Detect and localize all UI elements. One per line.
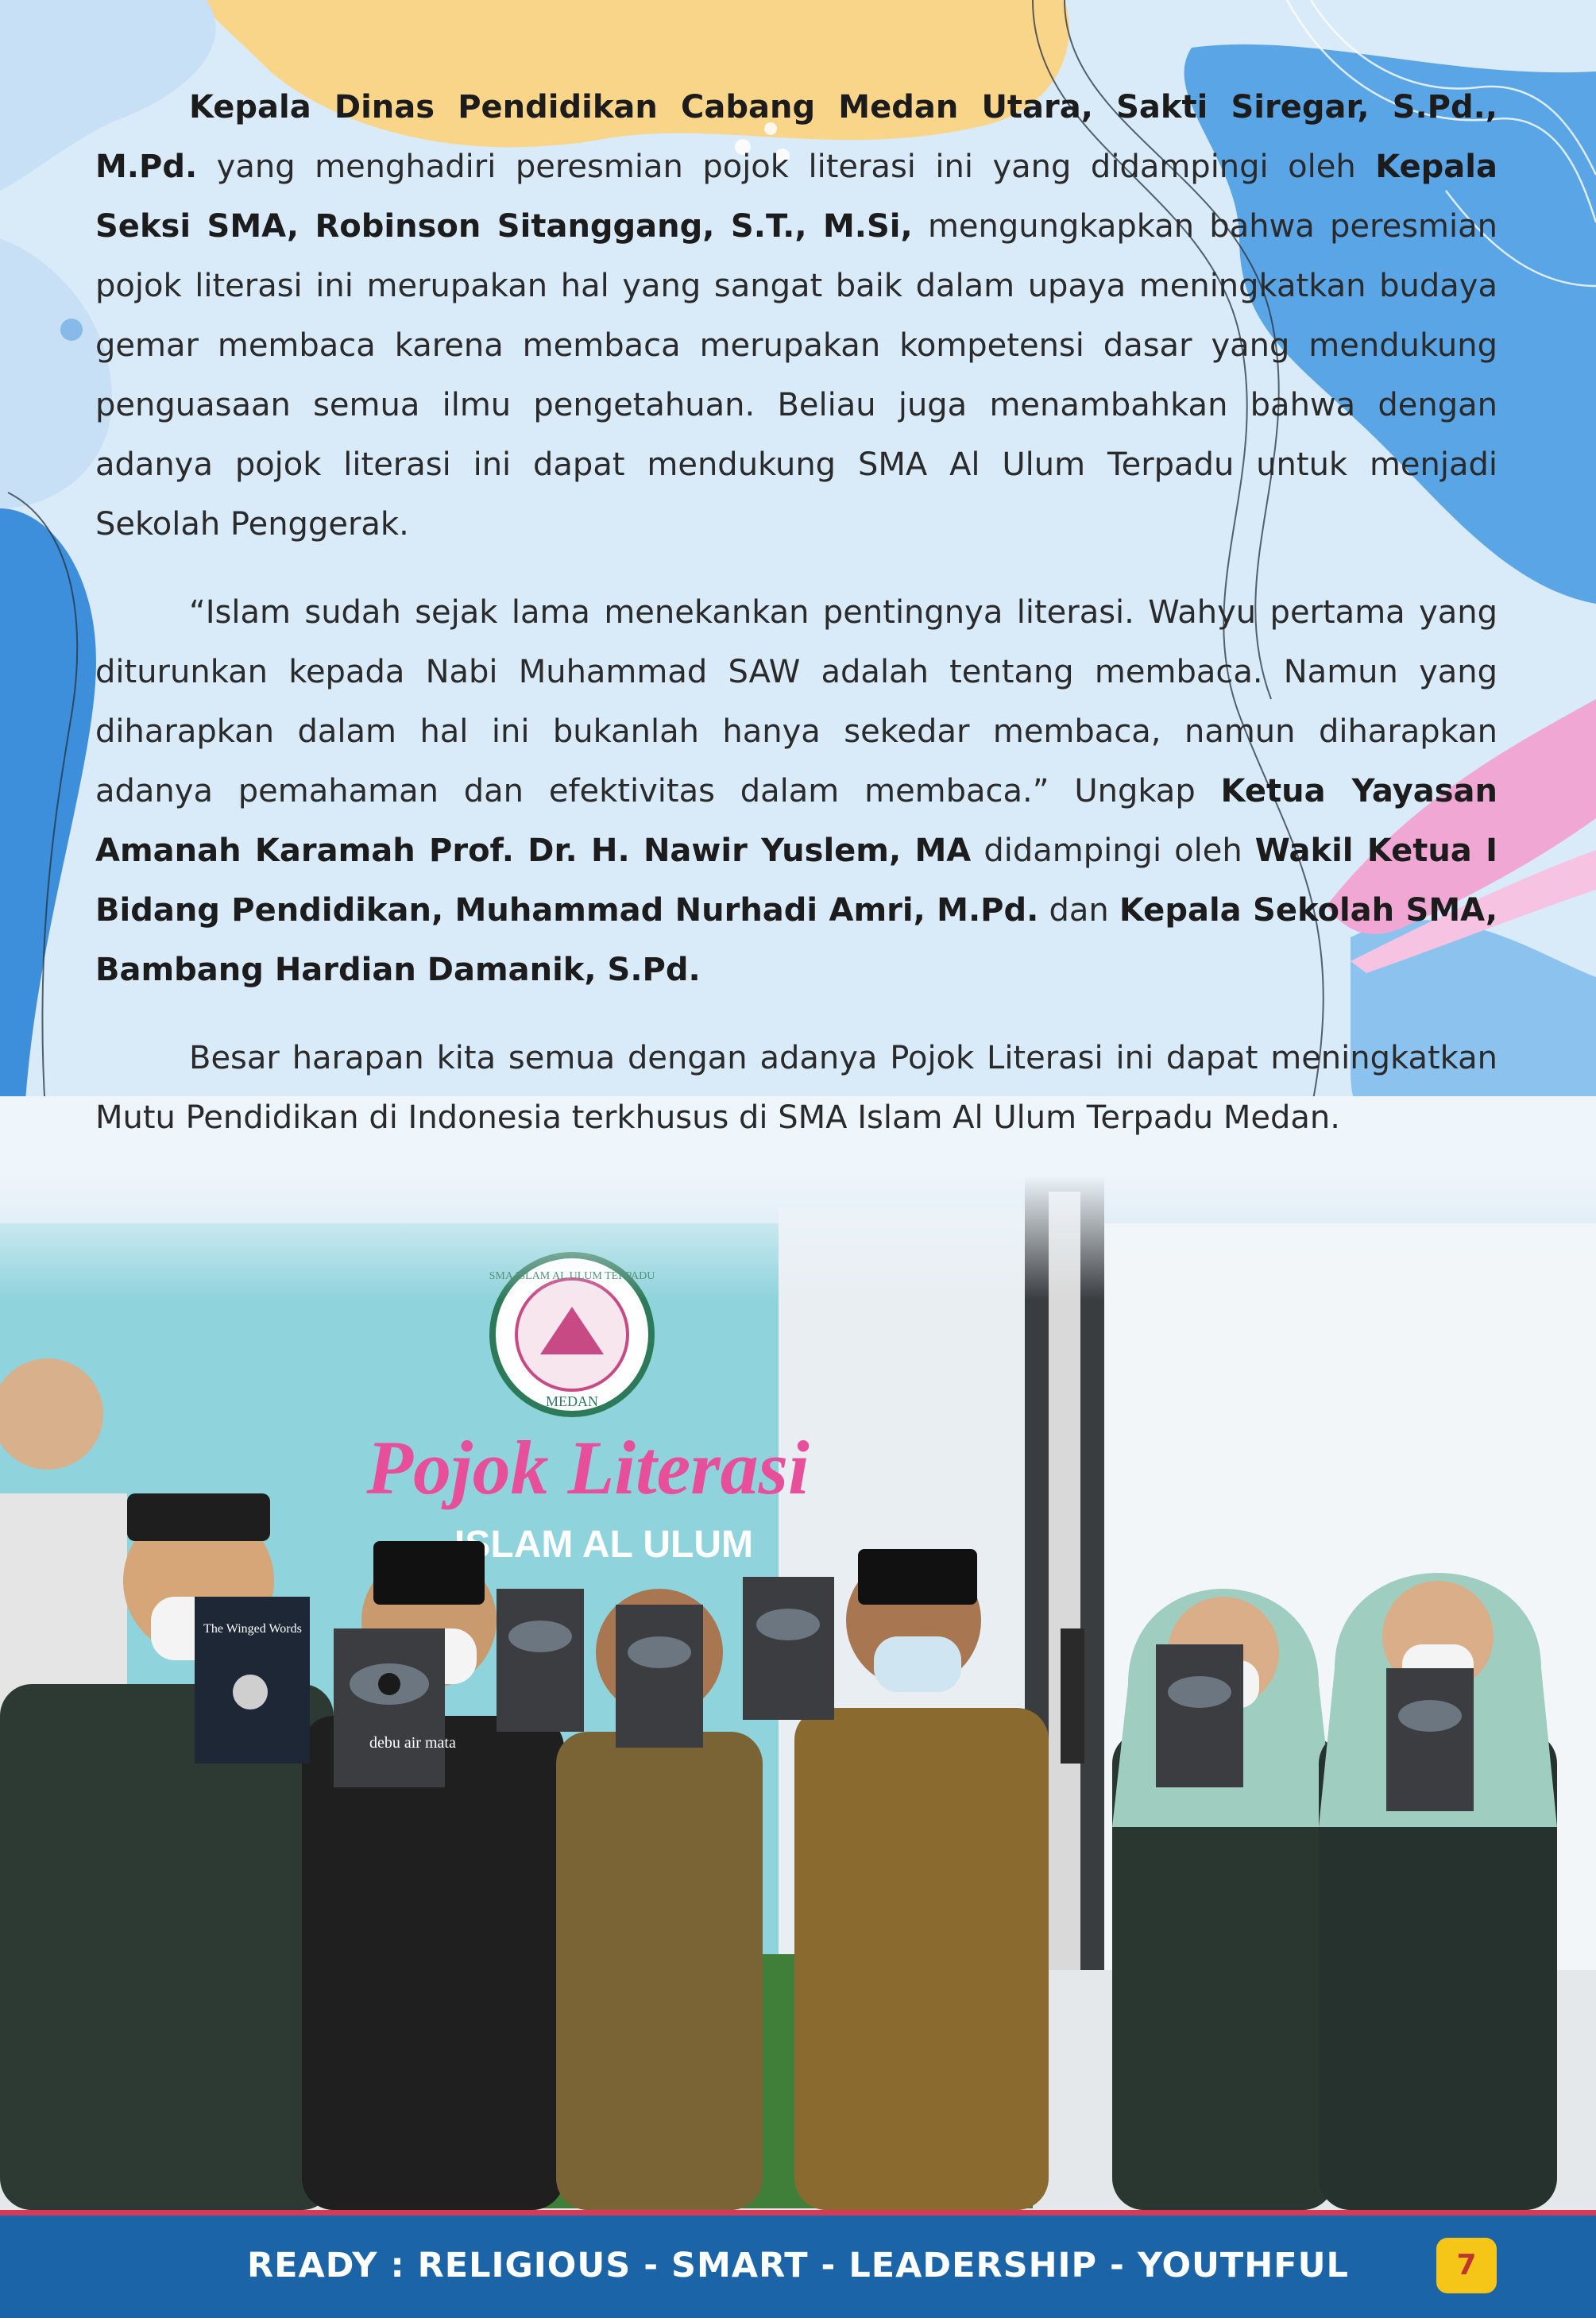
quote-text: “Islam sudah sejak lama menekankan pentingnya literasi. Wahyu pertama yang diturunkan kepada Nabi Muhammad SAW adalah tentang membaca. Namun yang diharapkan dalam hal ini bukanlah hanya sekedar membaca, namun diharapkan adanya pemahaman dan efektivitas dalam membaca.” Ungkap	[95, 594, 1497, 809]
official-name-3: Ketua Yayasan Amanah Karamah Prof. Dr. H. Nawir Yuslem, MA	[95, 773, 1497, 869]
official-name-1: Kepala Dinas Pendidikan Cabang Medan Utara, Sakti Siregar, S.Pd., M.Pd.	[95, 89, 1497, 185]
text-run: mengungkapkan bahwa peresmian pojok literasi ini merupakan hal yang sangat baik dalam upaya meningkatkan budaya gemar membaca karena membaca merupakan kompetensi dasar yang mendukung penguasaan semua ilmu pengetahuan. Beliau juga menambahkan bahwa dengan adanya pojok literasi ini dapat mendukung SMA Al Ulum Terpadu untuk menjadi Sekolah Penggerak.	[95, 208, 1497, 543]
official-name-4: Wakil Ketua I Bidang Pendidikan, Muhammad Nurhadi Amri, M.Pd.	[95, 833, 1497, 929]
page-footer	[0, 2210, 1596, 2318]
article-body	[95, 78, 1497, 1176]
text-run: didampingi oleh	[971, 833, 1255, 869]
text-run: yang menghadiri peresmian pojok literasi ini yang didampingi oleh	[197, 149, 1376, 185]
paragraph-3	[95, 1029, 1497, 1148]
text-run: dan	[1038, 892, 1119, 929]
closing-text: Besar harapan kita semua dengan adanya Pojok Literasi ini dapat meningkatkan Mutu Pendidikan di Indonesia terkhusus di SMA Islam Al Ulum Terpadu Medan.	[95, 1040, 1497, 1136]
paragraph-2	[95, 583, 1497, 1000]
official-name-2: Kepala Seksi SMA, Robinson Sitanggang, S.T., M.Si,	[95, 149, 1497, 245]
page-number-badge: 7	[1436, 2238, 1497, 2293]
event-photo	[0, 1176, 1596, 2210]
paragraph-1	[95, 78, 1497, 554]
official-name-5: Kepala Sekolah SMA, Bambang Hardian Damanik, S.Pd.	[95, 892, 1498, 988]
footer-motto: READY : RELIGIOUS - SMART - LEADERSHIP - YOUTHFUL	[247, 2246, 1349, 2285]
